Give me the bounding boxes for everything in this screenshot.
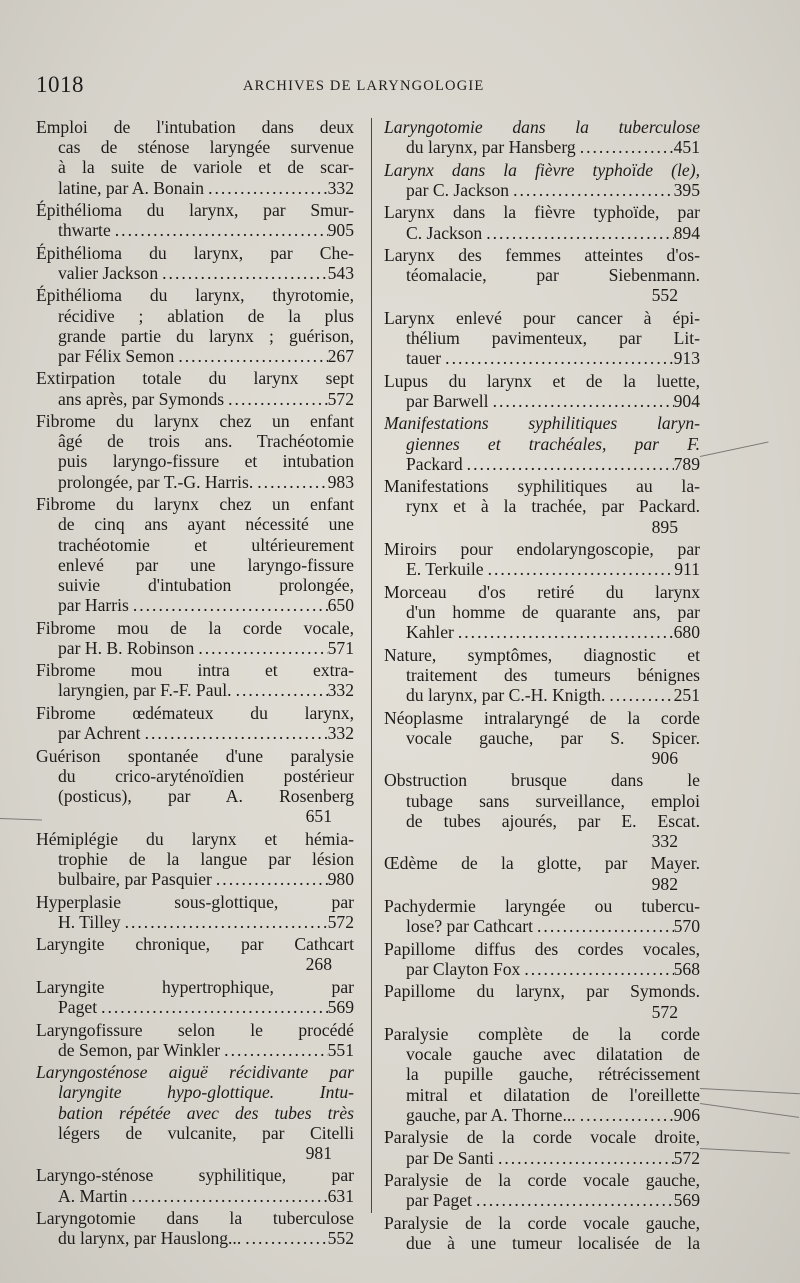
page-reference: 332	[327, 723, 354, 744]
entry-text: par Paget	[406, 1190, 472, 1211]
entry-line	[384, 517, 700, 537]
entry-text: par Barwell	[406, 390, 489, 411]
entry-text: valier Jackson	[58, 262, 159, 283]
entry-line	[384, 1190, 700, 1210]
page-reference: 982	[651, 873, 678, 894]
entry-line: Néoplasme intralaryngé de la corde	[384, 707, 700, 728]
index-entry	[384, 645, 700, 706]
entry-text: par Clayton Fox	[406, 958, 521, 979]
entry-line: laryngite hypo-glottique. Intu-	[58, 1082, 354, 1103]
page-reference: 268	[305, 954, 332, 975]
entry-line	[384, 959, 700, 979]
entry-line: légers de vulcanite, par Citelli	[58, 1122, 354, 1143]
index-entry	[36, 892, 354, 932]
dot-leader	[489, 391, 674, 411]
entry-text: par C. Jackson	[406, 179, 510, 200]
entry-line	[384, 622, 700, 642]
entry-text: de Semon, par Winkler	[58, 1039, 221, 1060]
index-entry	[36, 117, 354, 198]
entry-line: rynx et à la trachée, par Packard.	[406, 496, 700, 517]
dot-leader	[174, 346, 327, 366]
page-reference: 904	[673, 390, 700, 411]
entry-line: cas de sténose laryngée survenue	[58, 137, 354, 158]
dot-leader	[533, 916, 674, 936]
index-entry	[36, 1165, 354, 1205]
entry-line: Emploi de l'intubation dans deux	[36, 117, 354, 137]
entry-line	[36, 1040, 354, 1060]
page-reference: 569	[673, 1190, 700, 1211]
entry-line	[36, 178, 354, 198]
entry-line: du crico-aryténoïdien postérieur	[58, 765, 354, 786]
entry-line: giennes et trachéales, par F.	[406, 433, 700, 454]
entry-text: par De Santi	[406, 1147, 494, 1168]
index-entry	[36, 494, 354, 615]
entry-text: lose? par Cathcart	[406, 916, 534, 937]
page-reference: 251	[673, 685, 700, 706]
entry-line: puis laryngo-fissure et intubation	[58, 451, 354, 472]
entry-line: traitement des tumeurs bénignes	[406, 664, 700, 685]
entry-text: du larynx, par C.-H. Knigth.	[406, 685, 606, 706]
entry-line	[384, 831, 700, 851]
dot-leader	[454, 622, 674, 642]
entry-line: Manifestations syphilitiques au la-	[384, 476, 700, 497]
entry-line: Obstruction brusque dans le	[384, 770, 700, 791]
entry-line: Paralysie de la corde vocale gauche,	[384, 1212, 700, 1233]
index-entry	[384, 371, 700, 411]
entry-line	[384, 685, 700, 705]
page-reference: 568	[673, 958, 700, 979]
margin-pencil-mark	[700, 1088, 800, 1094]
entry-line: Guérison spontanée d'une paralysie	[36, 745, 354, 766]
entry-line	[36, 220, 354, 240]
dot-leader	[494, 1148, 674, 1168]
entry-line: récidive ; ablation de la plus	[58, 305, 354, 326]
left-index-column	[36, 117, 354, 1251]
entry-line: thélium pavimenteux, par Lit-	[406, 328, 700, 349]
index-entry	[384, 1170, 700, 1210]
page-reference: 680	[673, 622, 700, 643]
index-entry	[384, 160, 700, 200]
entry-text: thwarte	[58, 220, 111, 241]
page-reference: 267	[327, 345, 354, 366]
entry-line	[36, 263, 354, 283]
entry-line: (posticus), par A. Rosenberg	[58, 785, 354, 806]
index-entry	[36, 1020, 354, 1060]
dot-leader	[129, 595, 328, 615]
entry-line	[384, 559, 700, 579]
entry-text: par Achrent	[58, 723, 141, 744]
entry-line: Larynx enlevé pour cancer à épi-	[384, 307, 700, 328]
margin-pencil-mark	[0, 818, 42, 820]
dot-leader	[472, 1190, 674, 1210]
page-reference: 572	[673, 1147, 700, 1168]
entry-line: Nature, symptômes, diagnostic et	[384, 644, 700, 665]
entry-line: mitral et dilatation de l'oreillette	[406, 1084, 700, 1105]
index-entry	[384, 582, 700, 643]
page-reference: 451	[673, 137, 700, 158]
index-entry	[384, 770, 700, 851]
entry-text: latine, par A. Bonain	[58, 177, 205, 198]
entry-line	[36, 723, 354, 743]
entry-line: Paralysie complète de la corde	[384, 1024, 700, 1045]
entry-line	[36, 869, 354, 889]
entry-text: par Harris	[58, 595, 129, 616]
entry-line: d'un homme de quarante ans, par	[406, 601, 700, 622]
entry-line: Larynx dans la fièvre typhoïde (le),	[384, 159, 700, 180]
page-reference: 569	[327, 997, 354, 1018]
entry-line	[384, 748, 700, 768]
entry-line: la pupille gauche, rétrécissement	[406, 1064, 700, 1085]
entry-text: C. Jackson	[406, 222, 483, 243]
entry-line: Papillome du larynx, par Symonds.	[384, 981, 700, 1002]
page-reference: 981	[305, 1142, 332, 1163]
entry-line: Laryngite hypertrophique, par	[36, 976, 354, 997]
entry-line: Épithélioma du larynx, par Che-	[36, 242, 354, 263]
index-entry	[384, 896, 700, 936]
entry-text: A. Martin	[58, 1185, 128, 1206]
page-header	[36, 72, 766, 102]
dot-leader	[241, 1228, 327, 1248]
entry-line: Fibrome mou intra et extra-	[36, 660, 354, 681]
index-entry	[384, 1213, 700, 1253]
index-entry	[384, 476, 700, 537]
page-reference: 552	[327, 1228, 354, 1249]
entry-line: Laryngite chronique, par Cathcart	[36, 934, 354, 955]
dot-leader	[253, 472, 327, 492]
index-entry	[36, 977, 354, 1017]
dot-leader	[482, 223, 673, 243]
entry-text: E. Terkuile	[406, 559, 484, 580]
page-reference: 332	[327, 680, 354, 701]
entry-line: Laryngo-sténose syphilitique, par	[36, 1165, 354, 1186]
page-reference: 551	[327, 1039, 354, 1060]
entry-line	[36, 806, 354, 826]
entry-line: vocale gauche, par S. Spicer.	[406, 727, 700, 748]
entry-line	[384, 1002, 700, 1022]
entry-line	[36, 912, 354, 932]
entry-line: enlevé par une laryngo-fissure	[58, 554, 354, 575]
entry-text: par H. B. Robinson	[58, 637, 195, 658]
dot-leader	[224, 389, 327, 409]
dot-leader	[158, 263, 327, 283]
dot-leader	[121, 912, 328, 932]
page-reference: 572	[327, 388, 354, 409]
entry-line: trophie de la langue par lésion	[58, 848, 354, 869]
entry-line: Papillome diffus des cordes vocales,	[384, 938, 700, 959]
entry-line: vocale gauche avec dilatation de	[406, 1044, 700, 1065]
index-entry	[384, 539, 700, 579]
page-reference: 631	[327, 1185, 354, 1206]
entry-line: Laryngofissure selon le procédé	[36, 1019, 354, 1040]
entry-line: due à une tumeur localisée de la	[406, 1232, 700, 1253]
entry-line	[36, 638, 354, 658]
entry-line: Paralysie de la corde vocale droite,	[384, 1127, 700, 1148]
entry-line: Larynx des femmes atteintes d'os-	[384, 245, 700, 266]
entry-line: Larynx dans la fièvre typhoïde, par	[384, 202, 700, 223]
entry-line: de tubes ajourés, par E. Escat.	[406, 810, 700, 831]
page-reference: 570	[673, 916, 700, 937]
index-entry	[36, 618, 354, 658]
entry-text: Paget	[58, 997, 98, 1018]
entry-line	[36, 346, 354, 366]
entry-line	[36, 1143, 354, 1163]
entry-line: Fibrome du larynx chez un enfant	[36, 494, 354, 515]
index-entry	[36, 368, 354, 408]
entry-line: trachéotomie et ultérieurement	[58, 534, 354, 555]
column-divider	[371, 118, 372, 1213]
index-entry	[384, 708, 700, 769]
running-title: ARCHIVES DE LARYNGOLOGIE	[243, 78, 485, 94]
page-reference: 905	[327, 220, 354, 241]
entry-line: téomalacie, par Siebenmann.	[406, 265, 700, 286]
index-entry	[36, 1208, 354, 1248]
entry-line: Œdème de la glotte, par Mayer.	[384, 853, 700, 874]
entry-line	[36, 1228, 354, 1248]
entry-line	[36, 954, 354, 974]
page-reference: 650	[327, 595, 354, 616]
entry-line: Pachydermie laryngée ou tubercu-	[384, 896, 700, 917]
index-entry	[36, 411, 354, 492]
entry-text: ans après, par Symonds	[58, 388, 225, 409]
entry-line: à la suite de variole et de scar-	[58, 157, 354, 178]
index-entry	[384, 981, 700, 1021]
page-reference: 906	[651, 747, 678, 768]
entry-line: tubage sans surveillance, emploi	[406, 790, 700, 811]
index-entry	[384, 1127, 700, 1167]
entry-text: Packard	[406, 453, 463, 474]
index-entry	[384, 939, 700, 979]
entry-text: Kahler	[406, 622, 454, 643]
dot-leader	[212, 869, 328, 889]
entry-text: par Félix Semon	[58, 345, 175, 366]
entry-line: Fibrome œdémateux du larynx,	[36, 702, 354, 723]
right-index-column	[384, 117, 700, 1255]
entry-line: Laryngotomie dans la tuberculose	[384, 117, 700, 137]
dot-leader	[127, 1186, 327, 1206]
entry-line	[384, 137, 700, 157]
page-reference: 651	[305, 806, 332, 827]
entry-text: H. Tilley	[58, 911, 121, 932]
dot-leader	[484, 559, 675, 579]
index-entry	[384, 202, 700, 242]
entry-line: Hémiplégie du larynx et hémia-	[36, 828, 354, 849]
index-entry	[36, 200, 354, 240]
dot-leader	[194, 638, 327, 658]
entry-text: tauer	[406, 348, 442, 369]
entry-text: du larynx, par Hansberg	[406, 137, 576, 158]
index-entry	[384, 308, 700, 369]
dot-leader	[204, 178, 328, 198]
dot-leader	[232, 680, 328, 700]
index-entry	[384, 413, 700, 474]
entry-line	[36, 680, 354, 700]
index-entry	[36, 285, 354, 366]
entry-line: Lupus du larynx et de la luette,	[384, 370, 700, 391]
entry-text: bulbaire, par Pasquier	[58, 869, 212, 890]
entry-line: âgé de trois ans. Trachéotomie	[58, 431, 354, 452]
entry-line: Miroirs pour endolaryngoscopie, par	[384, 539, 700, 560]
index-entry	[36, 829, 354, 890]
entry-line: Paralysie de la corde vocale gauche,	[384, 1170, 700, 1191]
page-reference: 789	[673, 453, 700, 474]
entry-text: du larynx, par Hauslong...	[58, 1228, 242, 1249]
entry-line	[384, 1105, 700, 1125]
entry-line: Laryngotomie dans la tuberculose	[36, 1208, 354, 1229]
entry-line: Fibrome mou de la corde vocale,	[36, 617, 354, 638]
entry-line	[36, 472, 354, 492]
page-reference: 894	[673, 222, 700, 243]
entry-line	[384, 285, 700, 305]
entry-line	[384, 1148, 700, 1168]
page-reference: 572	[327, 911, 354, 932]
entry-line: Épithélioma du larynx, thyrotomie,	[36, 285, 354, 306]
page-reference: 571	[327, 637, 354, 658]
entry-line	[384, 454, 700, 474]
entry-line	[384, 916, 700, 936]
entry-line: Hyperplasie sous-glottique, par	[36, 891, 354, 912]
page-reference: 572	[651, 1001, 678, 1022]
index-entry	[36, 934, 354, 974]
dot-leader	[111, 220, 328, 240]
dot-leader	[520, 959, 673, 979]
page-reference: 980	[327, 869, 354, 890]
page-number: 1018	[36, 72, 84, 97]
margin-pencil-mark	[700, 441, 769, 457]
entry-text: prolongée, par T.-G. Harris.	[58, 471, 254, 492]
index-entry	[36, 746, 354, 827]
dot-leader	[441, 348, 673, 368]
page-reference: 552	[651, 285, 678, 306]
entry-line: Extirpation totale du larynx sept	[36, 368, 354, 389]
entry-line	[36, 1186, 354, 1206]
page-reference: 913	[673, 348, 700, 369]
entry-line: Épithélioma du larynx, par Smur-	[36, 200, 354, 221]
entry-line: Morceau d'os retiré du larynx	[384, 581, 700, 602]
entry-line: Manifestations syphilitiques laryn-	[384, 413, 700, 434]
entry-line	[36, 595, 354, 615]
entry-line	[384, 223, 700, 243]
page-reference: 332	[651, 830, 678, 851]
page-reference: 983	[327, 471, 354, 492]
index-entry	[36, 703, 354, 743]
entry-line	[384, 348, 700, 368]
page-reference: 906	[673, 1104, 700, 1125]
index-entry	[36, 1062, 354, 1163]
margin-pencil-mark	[700, 1103, 799, 1118]
entry-line: Laryngosténose aiguë récidivante par	[36, 1062, 354, 1083]
entry-line	[36, 389, 354, 409]
dot-leader	[605, 685, 673, 705]
dot-leader	[576, 137, 674, 157]
page-reference: 543	[327, 262, 354, 283]
dot-leader	[509, 180, 674, 200]
index-entry	[384, 853, 700, 893]
entry-text: laryngien, par F.-F. Paul.	[58, 680, 232, 701]
margin-pencil-mark	[700, 1148, 790, 1154]
dot-leader	[141, 723, 328, 743]
page-reference: 911	[674, 559, 700, 580]
entry-line: grande partie du larynx ; guérison,	[58, 325, 354, 346]
index-entry	[384, 1024, 700, 1125]
dot-leader	[463, 454, 674, 474]
dot-leader	[220, 1040, 327, 1060]
dot-leader	[576, 1105, 674, 1125]
page-reference: 332	[327, 177, 354, 198]
entry-line: suivie d'intubation prolongée,	[58, 574, 354, 595]
entry-text: gauche, par A. Thorne...	[406, 1104, 576, 1125]
entry-line	[384, 180, 700, 200]
entry-line	[384, 874, 700, 894]
entry-line	[36, 997, 354, 1017]
entry-line: Fibrome du larynx chez un enfant	[36, 411, 354, 432]
index-entry	[36, 243, 354, 283]
entry-line: bation répétée avec des tubes très	[58, 1102, 354, 1123]
page-reference: 395	[673, 179, 700, 200]
index-entry	[384, 117, 700, 157]
index-entry	[384, 245, 700, 306]
dot-leader	[97, 997, 328, 1017]
page-reference: 895	[651, 516, 678, 537]
index-entry	[36, 660, 354, 700]
entry-line	[384, 391, 700, 411]
entry-line: de cinq ans ayant nécessité une	[58, 514, 354, 535]
